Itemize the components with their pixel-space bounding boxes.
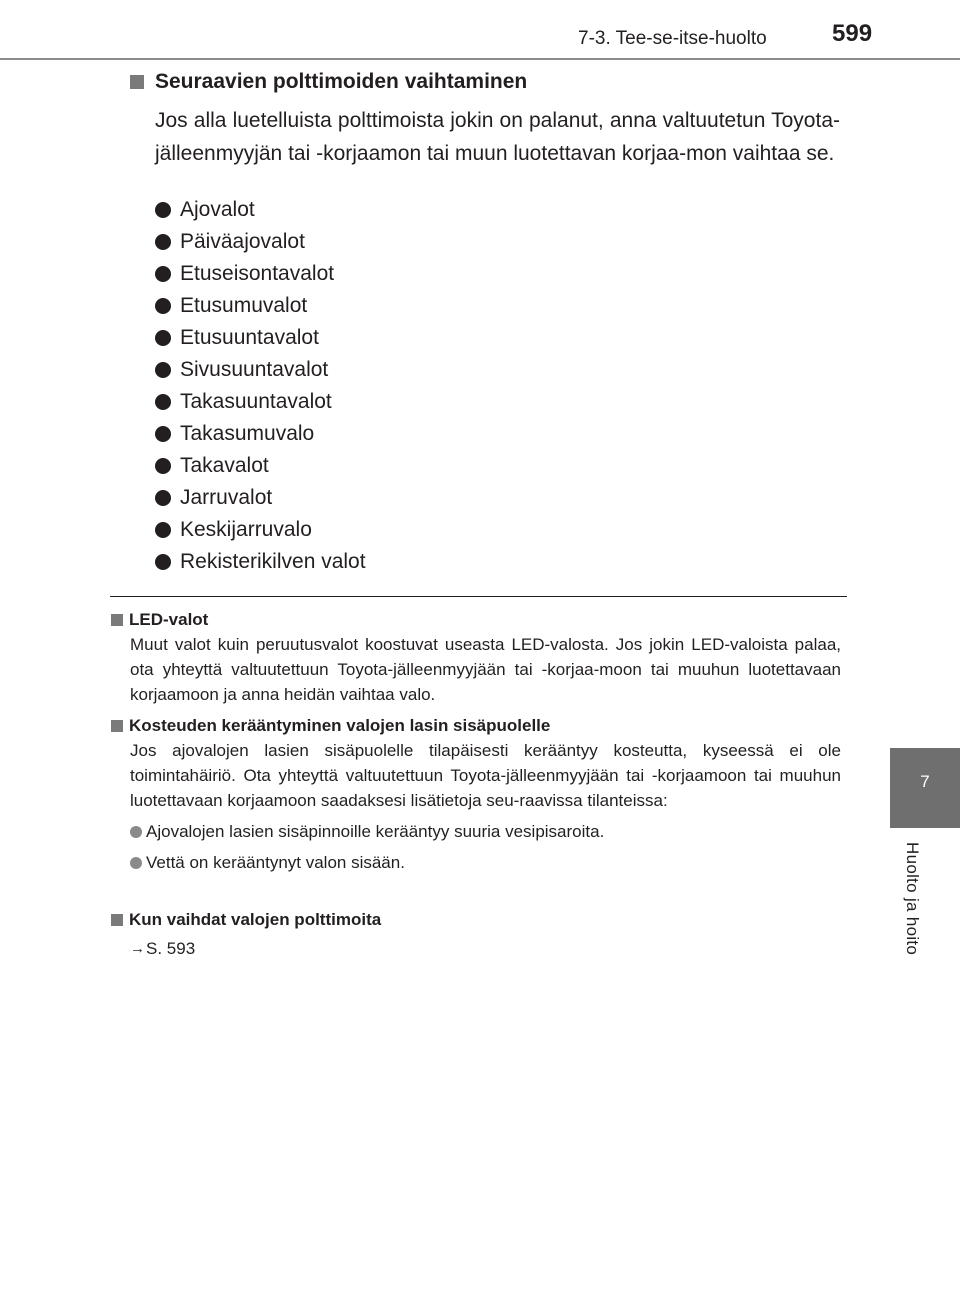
bullet-icon bbox=[155, 330, 171, 346]
bullet-icon bbox=[155, 490, 171, 506]
bullet-icon bbox=[155, 266, 171, 282]
list-item-text: Takavalot bbox=[180, 454, 269, 477]
main-heading-text: Seuraavien polttimoiden vaihtaminen bbox=[155, 70, 528, 93]
list-item bbox=[155, 258, 366, 290]
note-heading bbox=[111, 608, 841, 632]
list-item bbox=[155, 514, 366, 546]
bullet-icon bbox=[155, 234, 171, 250]
note-condensation bbox=[111, 714, 841, 878]
square-bullet-icon bbox=[130, 75, 144, 89]
bullet-icon bbox=[155, 458, 171, 474]
page-reference[interactable] bbox=[130, 936, 841, 961]
bulb-list bbox=[155, 194, 366, 578]
list-item-text: Vettä on kerääntynyt valon sisään. bbox=[146, 853, 405, 872]
intro-paragraph: Jos alla luetelluista polttimoista jokin on palanut, anna valtuutetun Toyota-jälleenmyyjän tai -korjaamon tai muun luotettavan korjaa-mon vaihtaa se. bbox=[155, 109, 840, 165]
list-item-text: Takasuuntavalot bbox=[180, 390, 332, 413]
square-bullet-icon bbox=[111, 614, 123, 626]
list-item-text: Sivusuuntavalot bbox=[180, 358, 329, 381]
list-item bbox=[155, 386, 366, 418]
chapter-tab bbox=[890, 748, 960, 828]
chapter-number: 7 bbox=[920, 772, 930, 791]
note-replace bbox=[111, 908, 841, 961]
note-heading-text: Kun vaihdat valojen polttimoita bbox=[129, 910, 382, 929]
list-item bbox=[155, 226, 366, 258]
bullet-icon bbox=[155, 426, 171, 442]
square-bullet-icon bbox=[111, 914, 123, 926]
list-item-text: Etusumuvalot bbox=[180, 294, 308, 317]
bullet-icon bbox=[155, 202, 171, 218]
page-reference-text[interactable]: S. 593 bbox=[146, 939, 196, 958]
list-item-text: Päiväajovalot bbox=[180, 230, 305, 253]
section-title: 7-3. Tee-se-itse-huolto bbox=[578, 28, 767, 49]
bullet-icon bbox=[155, 522, 171, 538]
note-body: Muut valot kuin peruutusvalot koostuvat useasta LED-valosta. Jos jokin LED-valoista palaa, ota yhteyttä valtuutettuun Toyota-jälleenmyyjään tai -korjaa-moon tai muuhun luotettavaan korjaamoon ja anna heidän vaihtaa valo. bbox=[130, 635, 841, 704]
square-bullet-icon bbox=[111, 720, 123, 732]
section-divider bbox=[110, 596, 847, 597]
note-heading bbox=[111, 714, 841, 738]
main-heading bbox=[130, 70, 527, 94]
note-heading bbox=[111, 908, 841, 932]
bullet-icon bbox=[155, 554, 171, 570]
bullet-icon bbox=[130, 826, 142, 838]
list-item bbox=[155, 194, 366, 226]
list-item-text: Ajovalot bbox=[180, 198, 255, 221]
bullet-icon bbox=[155, 362, 171, 378]
chapter-label: Huolto ja hoito bbox=[903, 842, 922, 956]
note-body: Jos ajovalojen lasien sisäpuolelle tilapäisesti kerääntyy kosteutta, kyseessä ei ole toimintahäiriö. Ota yhteyttä valtuutettuun Toyota-jälleenmyyjään tai -korjaamoon tai muuhun luotettavaan korjaamoon saadaksesi lisätietoja seu-raavissa tilanteissa: bbox=[130, 741, 841, 810]
list-item bbox=[155, 290, 366, 322]
note-led bbox=[111, 608, 841, 707]
list-item-text: Jarruvalot bbox=[180, 486, 273, 509]
list-item bbox=[155, 546, 366, 578]
list-item bbox=[130, 847, 841, 878]
list-item-text: Rekisterikilven valot bbox=[180, 550, 366, 573]
list-item-text: Keskijarruvalo bbox=[180, 518, 312, 541]
list-item bbox=[155, 450, 366, 482]
list-item-text: Takasumuvalo bbox=[180, 422, 315, 445]
bullet-icon bbox=[130, 857, 142, 869]
arrow-right-icon: → bbox=[130, 940, 145, 957]
list-item bbox=[155, 418, 366, 450]
header-rule bbox=[0, 58, 960, 60]
bullet-icon bbox=[155, 394, 171, 410]
list-item bbox=[130, 816, 841, 847]
bullet-icon bbox=[155, 298, 171, 314]
list-item bbox=[155, 322, 366, 354]
note-heading-text: Kosteuden kerääntyminen valojen lasin sisäpuolelle bbox=[129, 716, 551, 735]
condensation-list bbox=[111, 816, 841, 878]
list-item-text: Etusuuntavalot bbox=[180, 326, 319, 349]
note-heading-text: LED-valot bbox=[129, 610, 209, 629]
page-number: 599 bbox=[832, 20, 873, 47]
list-item bbox=[155, 482, 366, 514]
list-item-text: Etuseisontavalot bbox=[180, 262, 335, 285]
list-item bbox=[155, 354, 366, 386]
list-item-text: Ajovalojen lasien sisäpinnoille kerääntyy suuria vesipisaroita. bbox=[146, 822, 605, 841]
